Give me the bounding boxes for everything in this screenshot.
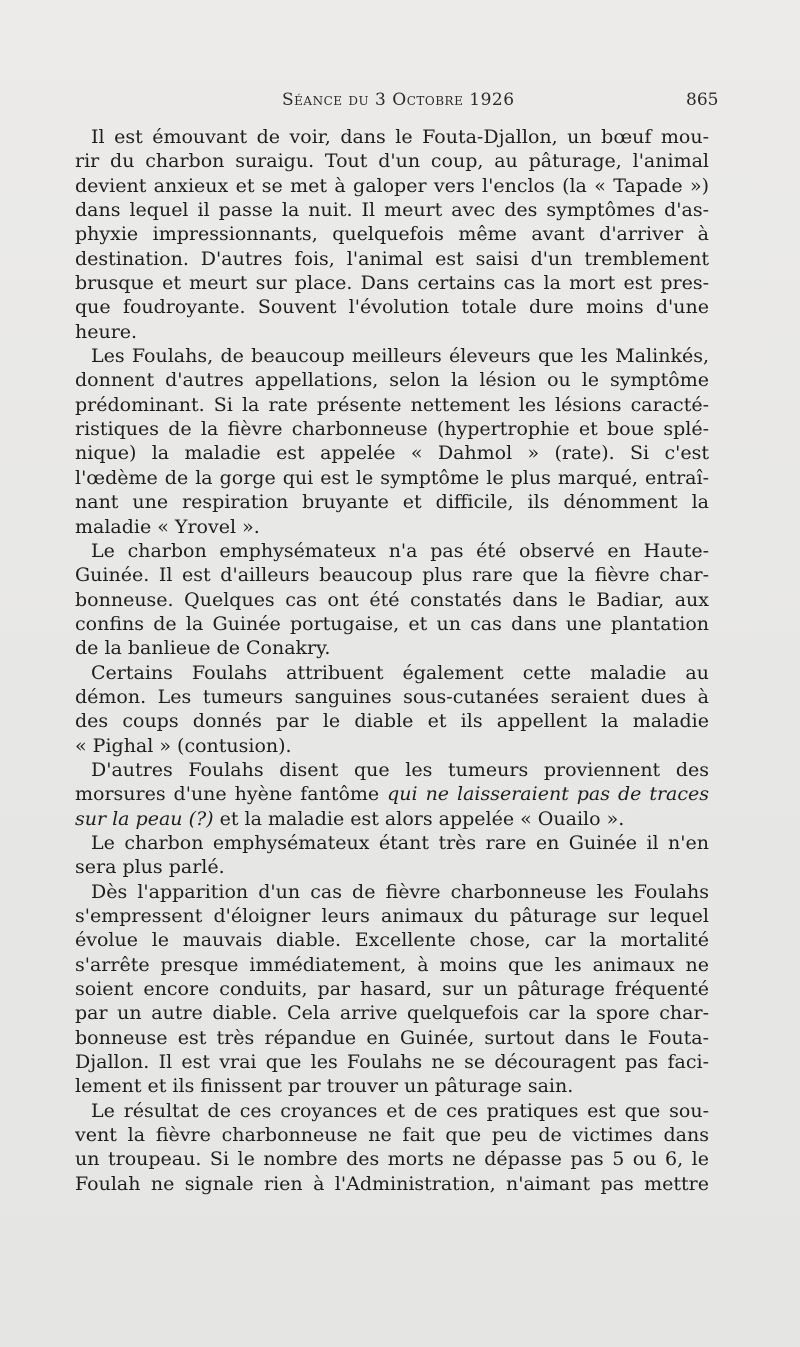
text-run: donnent d'autres appellations, selon la lésion ou le symptôme (75, 369, 709, 392)
text-line (75, 831, 709, 855)
paragraph (75, 539, 709, 661)
text-run: devient anxieux et se met à galoper vers l'enclos (la « Tapade ») (75, 174, 709, 197)
italic-text: qui ne laisseraient pas de traces (387, 783, 709, 806)
text-line (75, 174, 709, 198)
paragraph (75, 831, 709, 880)
text-line (75, 977, 709, 1001)
text-run: Le charbon emphysémateux n'a pas été observé en Haute- (91, 539, 709, 562)
text-run: dans lequel il passe la nuit. Il meurt avec des symptômes d'as- (75, 199, 709, 222)
text-line (75, 393, 709, 417)
text-run: vent la fièvre charbonneuse ne fait que peu de victimes dans (75, 1124, 709, 1147)
text-line (75, 612, 709, 636)
page-number: 865 (686, 90, 719, 110)
text-line (75, 1050, 709, 1074)
text-line (75, 295, 709, 319)
text-line (75, 247, 709, 271)
text-line (75, 222, 709, 246)
text-run: s'arrête presque immédiatement, à moins que les animaux ne (75, 953, 709, 976)
text-line (75, 1099, 709, 1123)
text-line (75, 1074, 709, 1098)
text-line (75, 709, 709, 733)
paragraph (75, 661, 709, 758)
body-text (75, 125, 709, 1196)
text-run: phyxie impressionnants, quelquefois même avant d'arriver à (75, 223, 709, 246)
text-run: Djallon. Il est vrai que les Foulahs ne se découragent pas faci- (75, 1051, 709, 1074)
text-run: sera plus parlé. (75, 856, 225, 879)
text-run: « Pighal » (contusion). (75, 734, 292, 757)
text-line (75, 1172, 709, 1196)
text-line (75, 1026, 709, 1050)
text-line (75, 320, 709, 344)
text-run: Guinée. Il est d'ailleurs beaucoup plus rare que la fièvre char- (75, 564, 709, 587)
text-line (75, 271, 709, 295)
text-run: Certains Foulahs attribuent également cette maladie au (91, 661, 709, 684)
text-line (75, 661, 709, 685)
text-run: Foulah ne signale rien à l'Administration, n'aimant pas mettre (75, 1172, 709, 1195)
text-line (75, 490, 709, 514)
text-run: des coups donnés par le diable et ils appellent la maladie (75, 710, 709, 733)
text-line (75, 880, 709, 904)
text-run: que foudroyante. Souvent l'évolution totale dure moins d'une (75, 296, 709, 319)
text-run: bonneuse. Quelques cas ont été constatés dans le Badiar, aux (75, 588, 709, 611)
text-run: destination. D'autres fois, l'animal est saisi d'un tremblement (75, 247, 709, 270)
paragraph (75, 880, 709, 1099)
text-run: Dès l'apparition d'un cas de fièvre charbonneuse les Foulahs (91, 880, 709, 903)
text-line (75, 904, 709, 928)
text-run: un troupeau. Si le nombre des morts ne dépasse pas 5 ou 6, le (75, 1148, 709, 1171)
text-run: soient encore conduits, par hasard, sur un pâturage fréquenté (75, 978, 709, 1001)
text-run: D'autres Foulahs disent que les tumeurs proviennent des (91, 758, 709, 781)
text-line (75, 539, 709, 563)
paragraph (75, 125, 709, 344)
paragraph (75, 1099, 709, 1196)
text-line (75, 636, 709, 660)
text-line (75, 198, 709, 222)
page-header (0, 90, 800, 120)
text-run: Les Foulahs, de beaucoup meilleurs éleveurs que les Malinkés, (91, 345, 709, 368)
text-line (75, 1123, 709, 1147)
text-run: rir du charbon suraigu. Tout d'un coup, au pâturage, l'animal (75, 150, 709, 173)
running-title: Séance du 3 Octobre 1926 (282, 90, 515, 110)
text-run: bonneuse est très répandue en Guinée, surtout dans le Fouta- (75, 1026, 709, 1049)
text-line (75, 685, 709, 709)
text-line (75, 855, 709, 879)
text-run: brusque et meurt sur place. Dans certains cas la mort est pres- (75, 272, 709, 295)
text-line (75, 588, 709, 612)
text-line (75, 758, 709, 782)
text-line (75, 734, 709, 758)
text-line (75, 807, 709, 831)
paragraph (75, 344, 709, 539)
text-run: de la banlieue de Conakry. (75, 637, 331, 660)
text-run: Le charbon emphysémateux étant très rare en Guinée il n'en (91, 831, 709, 854)
text-run: par un autre diable. Cela arrive quelquefois car la spore char- (75, 1002, 709, 1025)
text-run: démon. Les tumeurs sanguines sous-cutanées seraient dues à (75, 685, 709, 708)
text-run: confins de la Guinée portugaise, et un cas dans une plantation (75, 612, 709, 635)
text-line (75, 515, 709, 539)
text-line (75, 344, 709, 368)
text-run: Le résultat de ces croyances et de ces pratiques est que sou- (91, 1099, 709, 1122)
text-run: nique) la maladie est appelée « Dahmol » (rate). Si c'est (75, 442, 709, 465)
text-run: s'empressent d'éloigner leurs animaux du pâturage sur lequel (75, 905, 709, 927)
text-run: heure. (75, 320, 138, 343)
text-line (75, 466, 709, 490)
text-line (75, 1001, 709, 1025)
text-run: évolue le mauvais diable. Excellente chose, car la mortalité (75, 929, 709, 952)
text-run: prédominant. Si la rate présente nettement les lésions caracté- (75, 393, 709, 416)
text-line (75, 953, 709, 977)
text-run: et la maladie est alors appelée « Ouailo ». (213, 807, 625, 830)
text-line (75, 782, 709, 806)
italic-text: sur la peau (?) (75, 807, 214, 830)
text-line (75, 125, 709, 149)
text-line (75, 928, 709, 952)
text-line (75, 149, 709, 173)
text-line (75, 563, 709, 587)
text-line (75, 441, 709, 465)
text-run: nant une respiration bruyante et difficile, ils dénomment la (75, 491, 709, 514)
text-line (75, 417, 709, 441)
text-run: lement et ils finissent par trouver un pâturage sain. (75, 1075, 574, 1098)
text-line (75, 1147, 709, 1171)
text-line (75, 368, 709, 392)
text-run: morsures d'une hyène fantôme (75, 783, 388, 806)
text-run: maladie « Yrovel ». (75, 515, 260, 538)
paragraph (75, 758, 709, 831)
text-run: Il est émouvant de voir, dans le Fouta-Djallon, un bœuf mou- (91, 126, 709, 148)
text-run: ristiques de la fièvre charbonneuse (hypertrophie et boue splé- (75, 418, 709, 441)
text-run: l'œdème de la gorge qui est le symptôme le plus marqué, entraî- (75, 466, 709, 489)
